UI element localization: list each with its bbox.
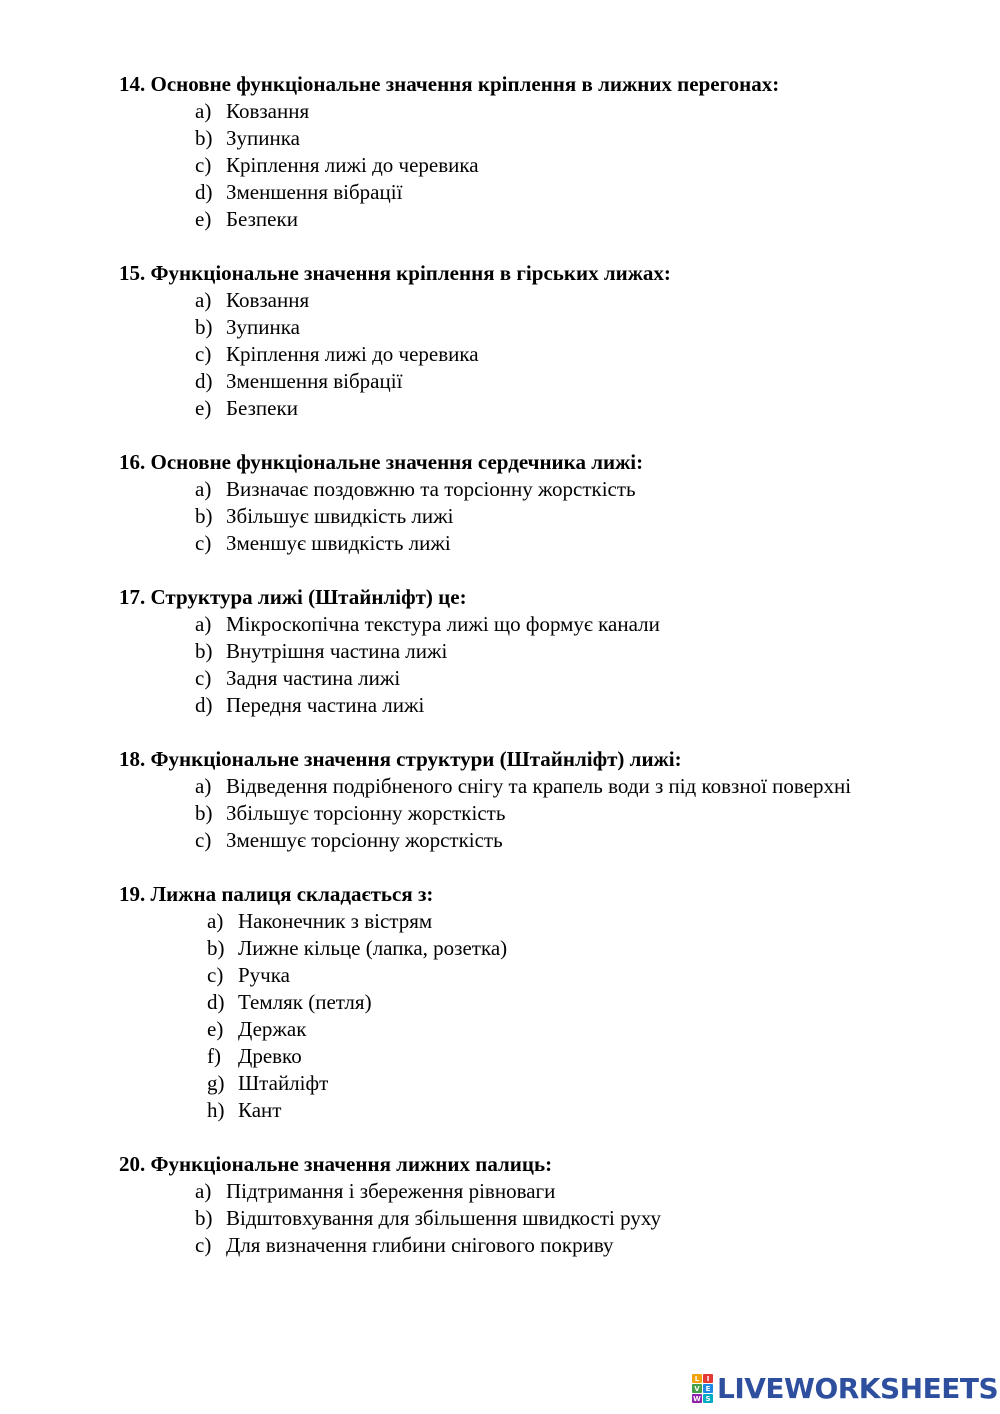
option-text: Зменшення вібрації (226, 369, 403, 393)
option-letter: a) (195, 612, 212, 636)
option-letter: a) (195, 477, 212, 501)
option-letter: a) (207, 909, 224, 933)
logo-mark-cell: S (703, 1394, 713, 1403)
option-letter: d) (195, 369, 213, 393)
option-text: Ковзання (226, 99, 310, 123)
option-text: Задня частина лижі (226, 666, 401, 690)
option-letter: d) (195, 180, 213, 204)
option-letter: b) (195, 801, 213, 825)
option-letter: b) (195, 639, 213, 663)
option-item[interactable] (195, 638, 989, 665)
option-text: Держак (238, 1017, 307, 1041)
option-item[interactable] (195, 1178, 989, 1205)
option-list (119, 287, 989, 422)
option-text: Кріплення лижі до черевика (226, 342, 479, 366)
option-letter: e) (195, 396, 212, 420)
option-letter: d) (195, 693, 213, 717)
question-title: 17. Структура лижі (Штайнліфт) це: (119, 585, 467, 609)
option-list (119, 611, 989, 719)
option-text: Зупинка (226, 126, 300, 150)
option-item[interactable] (207, 989, 989, 1016)
question-title: 14. Основне функціональне значення кріплення в лижних перегонах: (119, 72, 780, 96)
logo-mark-cell: V (692, 1384, 702, 1393)
option-list (119, 98, 989, 233)
option-letter: g) (207, 1071, 225, 1095)
option-text: Відведення подрібненого снігу та крапель води з під ковзної поверхні (226, 774, 852, 798)
option-item[interactable] (207, 1097, 989, 1124)
option-item[interactable] (195, 476, 989, 503)
option-text: Визначає поздовжню та торсіонну жорсткість (226, 477, 636, 501)
option-letter: a) (195, 288, 212, 312)
option-letter: c) (195, 531, 212, 555)
option-item[interactable] (195, 692, 989, 719)
option-letter: a) (195, 774, 212, 798)
option-item[interactable] (195, 503, 989, 530)
option-item[interactable] (195, 1205, 989, 1232)
liveworksheets-logo-text: LIVEWORKSHEETS (717, 1372, 999, 1405)
option-text: Ковзання (226, 288, 310, 312)
option-list (119, 773, 989, 854)
option-letter: c) (195, 153, 212, 177)
logo-mark-cell: I (703, 1374, 713, 1383)
option-text: Підтримання і збереження рівноваги (226, 1179, 556, 1203)
option-letter: a) (195, 99, 212, 123)
option-list (119, 1178, 989, 1259)
option-text: Кант (238, 1098, 282, 1122)
option-letter: f) (207, 1044, 221, 1068)
option-text: Для визначення глибини снігового покриву (226, 1233, 614, 1257)
logo-mark-cell: W (693, 1394, 701, 1403)
option-item[interactable] (207, 962, 989, 989)
option-letter: c) (195, 342, 212, 366)
option-text: Мікроскопічна текстура лижі що формує канали (226, 612, 660, 636)
option-text: Лижне кільце (лапка, розетка) (238, 936, 508, 960)
option-letter: a) (195, 1179, 212, 1203)
question-title: 18. Функціональне значення структури (Штайнліфт) лижі: (119, 747, 682, 771)
option-item[interactable] (207, 1070, 989, 1097)
option-item[interactable] (195, 611, 989, 638)
question-15 (119, 260, 989, 422)
option-letter: c) (207, 963, 224, 987)
option-text: Штайліфт (238, 1071, 329, 1095)
option-item[interactable] (195, 341, 989, 368)
option-item[interactable] (195, 800, 989, 827)
option-letter: b) (195, 504, 213, 528)
option-text: Зменшення вібрації (226, 180, 403, 204)
question-18 (119, 746, 989, 854)
option-letter: b) (207, 936, 225, 960)
option-item[interactable] (195, 152, 989, 179)
logo-mark-cell: E (703, 1384, 713, 1393)
question-title: 15. Функціональне значення кріплення в гірських лижах: (119, 261, 671, 285)
option-text: Внутрішня частина лижі (226, 639, 448, 663)
option-text: Передня частина лижі (226, 693, 425, 717)
option-text: Збільшує торсіонну жорсткість (226, 801, 506, 825)
question-17 (119, 584, 989, 719)
option-letter: h) (207, 1098, 225, 1122)
option-item[interactable] (207, 908, 989, 935)
option-item[interactable] (195, 530, 989, 557)
option-item[interactable] (195, 395, 989, 422)
option-item[interactable] (195, 665, 989, 692)
option-item[interactable] (195, 98, 989, 125)
option-letter: b) (195, 126, 213, 150)
option-list (119, 908, 989, 1124)
option-item[interactable] (195, 206, 989, 233)
option-letter: d) (207, 990, 225, 1014)
option-item[interactable] (195, 368, 989, 395)
option-text: Зменшує торсіонну жорсткість (226, 828, 503, 852)
option-text: Древко (238, 1044, 302, 1068)
logo-mark-cell: L (692, 1374, 702, 1383)
option-letter: c) (195, 1233, 212, 1257)
option-text: Ручка (238, 963, 290, 987)
option-text: Безпеки (226, 396, 298, 420)
option-item[interactable] (195, 827, 989, 854)
question-20 (119, 1151, 989, 1259)
option-item[interactable] (195, 773, 989, 800)
option-letter: b) (195, 1206, 213, 1230)
option-item[interactable] (207, 1016, 989, 1043)
question-list (119, 71, 989, 1286)
liveworksheets-logo-icon (692, 1374, 714, 1404)
liveworksheets-logo[interactable] (692, 1371, 998, 1407)
option-item[interactable] (195, 125, 989, 152)
question-title: 20. Функціональне значення лижних палиць: (119, 1152, 553, 1176)
option-item[interactable] (207, 935, 989, 962)
option-letter: c) (195, 666, 212, 690)
option-letter: c) (195, 828, 212, 852)
option-text: Безпеки (226, 207, 298, 231)
question-16 (119, 449, 989, 557)
option-item[interactable] (195, 1232, 989, 1259)
option-text: Зменшує швидкість лижі (226, 531, 451, 555)
option-item[interactable] (195, 179, 989, 206)
option-text: Кріплення лижі до черевика (226, 153, 479, 177)
option-item[interactable] (207, 1043, 989, 1070)
question-title: 16. Основне функціональне значення сердечника лижі: (119, 450, 644, 474)
option-item[interactable] (195, 287, 989, 314)
question-title: 19. Лижна палиця складається з: (119, 882, 434, 906)
option-text: Збільшує швидкість лижі (226, 504, 454, 528)
option-text: Відштовхування для збільшення швидкості руху (226, 1206, 662, 1230)
question-19 (119, 881, 989, 1124)
option-text: Темляк (петля) (238, 990, 372, 1014)
option-text: Наконечник з вістрям (238, 909, 433, 933)
option-letter: e) (195, 207, 212, 231)
option-item[interactable] (195, 314, 989, 341)
option-text: Зупинка (226, 315, 300, 339)
option-letter: e) (207, 1017, 224, 1041)
question-14 (119, 71, 989, 233)
option-list (119, 476, 989, 557)
option-letter: b) (195, 315, 213, 339)
